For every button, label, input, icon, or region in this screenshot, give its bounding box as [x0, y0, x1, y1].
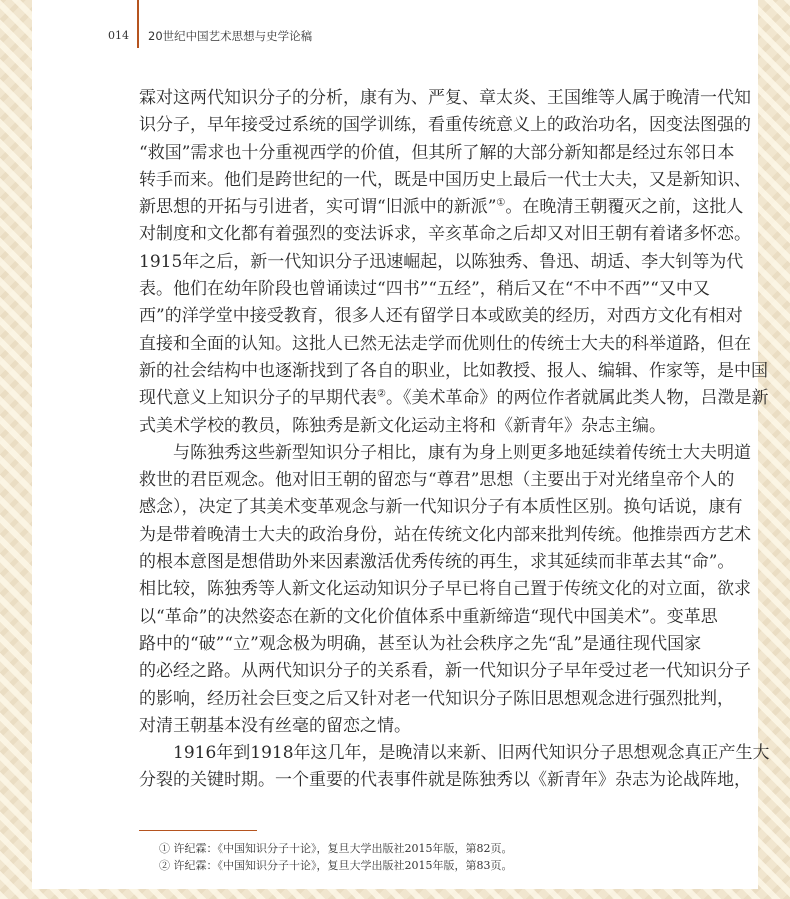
line-text: 对制度和文化都有着强烈的变法诉求，辛亥革命之后却又对旧王朝有着诸多怀恋。: [139, 224, 751, 245]
line-text: “救国”需求也十分重视西学的价值，但其所了解的大部分新知都是经过东邻日本: [139, 142, 735, 163]
text-line: [139, 713, 649, 740]
line-text: 。在晚清王朝覆灭之前，这批人: [505, 197, 744, 218]
text-line: [139, 467, 735, 494]
line-text: 相比较，陈独秀等人新文化运动知识分子早已将自己置于传统文化的对立面，欲求: [139, 579, 751, 600]
text-line: [139, 413, 666, 440]
text-line: [139, 440, 751, 467]
page-number: 014: [108, 29, 129, 42]
line-text: 的必经之路。从两代知识分子的关系看，新一代知识分子早年受过老一代知识分子: [139, 661, 751, 682]
book-page: [32, 0, 770, 889]
line-text: 霖对这两代知识分子的分析，康有为、严复、章太炎、王国维等人属于晚清一代知: [139, 88, 751, 108]
text-line: [139, 331, 751, 358]
line-text: 的影响，经历社会巨变之后又针对老一代知识分子陈旧思想观念进行强烈批判，: [139, 688, 734, 709]
line-text: 1915年之后，新一代知识分子迅速崛起，以陈独秀、鲁迅、胡适、李大钊等为代: [139, 251, 744, 272]
line-text: 分裂的关键时期。一个重要的代表事件就是陈独秀以《新青年》杂志为论战阵地，: [139, 770, 751, 791]
line-text: 表。他们在幼年阶段也曾诵读过“四书”“五经”，稍后又在“不中不西”“又中又: [139, 279, 710, 300]
text-line: [139, 221, 751, 248]
text-line: [139, 385, 769, 412]
line-text: 识分子，早年接受过系统的国学训练，看重传统意义上的政治功名，因变法图强的: [139, 115, 751, 136]
text-line: [139, 358, 768, 385]
text-line: [139, 167, 751, 194]
line-text: 直接和全面的认知。这批人已然无法走学而优则仕的传统士大夫的科举道路，但在: [139, 333, 751, 354]
line-text: 救世的君臣观念。他对旧王朝的留恋与“尊君”思想（主要出于对光绪皇帝个人的: [139, 470, 735, 491]
running-title: 20世纪中国艺术思想与史学论稿: [148, 29, 313, 43]
text-line: [139, 549, 735, 576]
line-text: 现代意义上知识分子的早期代表: [139, 388, 377, 409]
text-line: [139, 194, 744, 221]
footnote-marker[interactable]: ①: [496, 197, 506, 209]
line-text: 新思想的开拓与引进者，实可谓“旧派中的新派”: [139, 197, 497, 218]
text-line: [139, 604, 718, 631]
text-line: [139, 740, 770, 767]
text-line: [139, 276, 710, 303]
line-text: 。《美术革命》的两位作者就属此类人物，吕澂是新: [385, 388, 769, 409]
footnote-2: ② 许纪霖：《中国知识分子十论》，复旦大学出版社2015年版，第83页。: [159, 859, 513, 872]
line-text: 为是带着晚清士大夫的政治身份，站在传统文化内部来批判传统。他推崇西方艺术: [139, 524, 751, 545]
text-line: [139, 85, 751, 112]
footnote-marker[interactable]: ②: [377, 388, 386, 400]
body-text: [139, 85, 770, 795]
line-text: 新的社会结构中也逐渐找到了各自的职业，比如教授、报人、编辑、作家等，是中国: [139, 360, 768, 381]
line-text: 西”的洋学堂中接受教育，很多人还有留学日本或欧美的经历，对西方文化有相对: [139, 306, 743, 327]
line-text: 感念），决定了其美术变革观念与新一代知识分子有本质性区别。换句话说，康有: [139, 497, 743, 518]
footnote-1: ① 许纪霖：《中国知识分子十论》，复旦大学出版社2015年版，第82页。: [159, 842, 513, 855]
line-text: 路中的“破”“立”观念极为明确，甚至认为社会秩序之先“乱”是通往现代国家: [139, 633, 702, 654]
text-line: [139, 140, 735, 167]
line-text: 的根本意图是想借助外来因素激活优秀传统的再生，求其延续而非革去其“命”。: [139, 552, 735, 573]
text-line: [139, 767, 751, 794]
footnote-rule: [139, 830, 257, 831]
text-line: [139, 631, 702, 658]
header-divider: [137, 0, 139, 48]
text-line: [139, 658, 751, 685]
line-text: 以“革命”的决然姿态在新的文化价值体系中重新缔造“现代中国美术”。变革思: [139, 606, 718, 627]
text-line: [139, 522, 751, 549]
text-line: [139, 494, 743, 521]
line-text: 转手而来。他们是跨世纪的一代，既是中国历史上最后一代士大夫，又是新知识、: [139, 169, 751, 190]
text-line: [139, 686, 734, 713]
text-line: [139, 576, 751, 603]
text-line: [139, 112, 751, 139]
text-line: [139, 303, 743, 330]
line-text: 与陈独秀这些新型知识分子相比，康有为身上则更多地延续着传统士大夫明道: [173, 442, 751, 463]
line-text: 1916年到1918年这几年，是晚清以来新、旧两代知识分子思想观念真正产生大: [173, 743, 770, 764]
line-text: 式美术学校的教员，陈独秀是新文化运动主将和《新青年》杂志主编。: [139, 415, 666, 436]
text-line: [139, 249, 744, 276]
line-text: 对清王朝基本没有丝毫的留恋之情。: [139, 715, 411, 736]
